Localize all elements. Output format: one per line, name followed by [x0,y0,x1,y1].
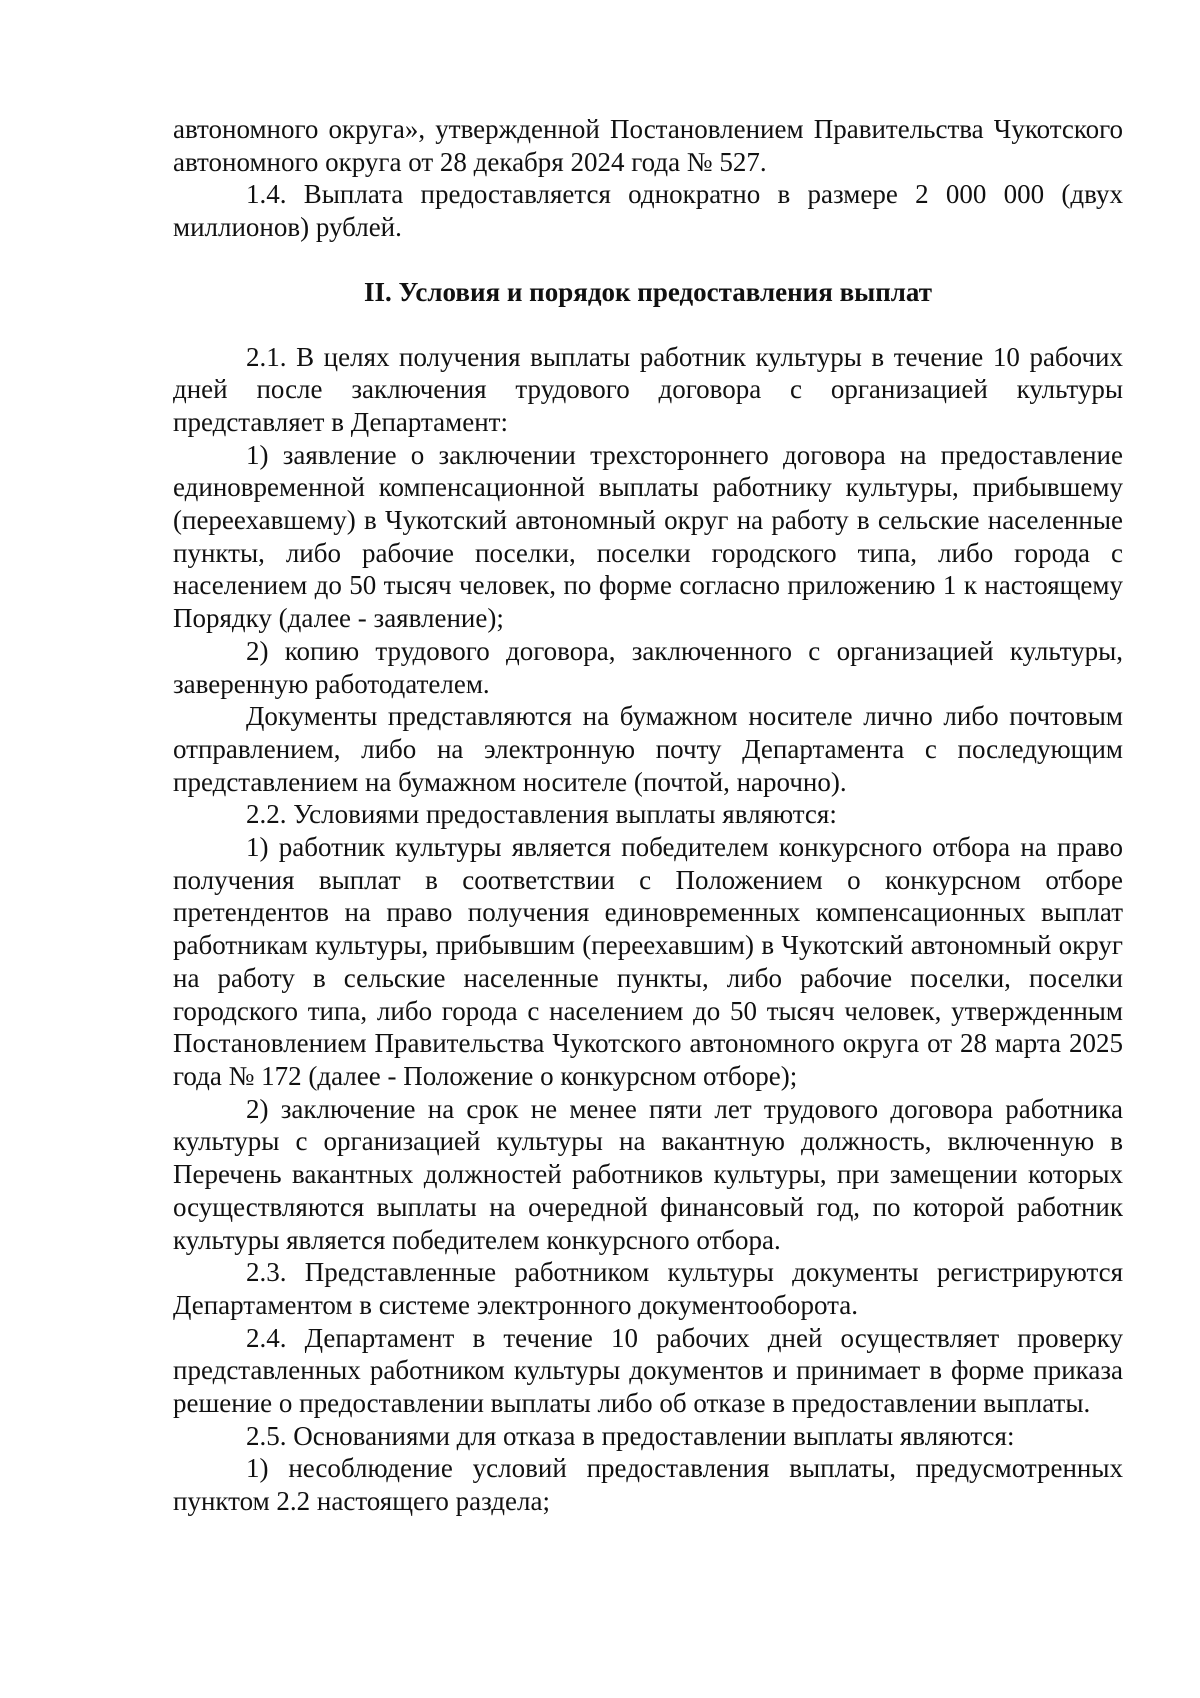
paragraph-2-1-item-2: 2) копию трудового договора, заключенного с организацией культуры, заверенную работодателем. [173,635,1123,699]
section-heading: II. Условия и порядок предоставления выплат [363,276,932,307]
paragraph-2-2-item-1: 1) работник культуры является победителем конкурсного отбора на право получения выплат в соответствии с Положением о конкурсном отборе претендентов на право получения единовременных компенсационных выплат работникам культуры, прибывшим (переехавшим) в Чукотский автономный округ на работу в сельские населенные пункты, либо рабочие поселки, поселки городского типа, либо города с населением до 50 тысяч человек, утвержденным Постановлением Правительства Чукотского автономного округа от 28 марта 2025 года № 172 (далее - Положение о конкурсном отборе); [173,832,1123,1091]
paragraph-2-2: 2.2. Условиями предоставления выплаты являются: [246,799,837,830]
paragraph-documents: Документы представляются на бумажном носителе лично либо почтовым отправлением, либо на электронную почту Департамента с последующим представлением на бумажном носителе (почтой, нарочно). [173,701,1123,797]
paragraph-2-4: 2.4. Департамент в течение 10 рабочих дней осуществляет проверку представленных работником культуры документов и принимает в форме приказа решение о предоставлении выплаты либо об отказе в предоставлении выплаты. [173,1322,1123,1419]
paragraph-2-5: 2.5. Основаниями для отказа в предоставлении выплаты являются: [246,1420,1015,1451]
paragraph-2-2-item-2: 2) заключение на срок не менее пяти лет трудового договора работника культуры с организацией культуры на вакантную должность, включенную в Перечень вакантных должностей работников культуры, при замещении которых осуществляются выплаты на очередной финансовый год, по которой работник культуры является победителем конкурсного отбора. [173,1093,1123,1255]
paragraph-2-1: 2.1. В целях получения выплаты работник культуры в течение 10 рабочих дней после заключения трудового договора с организацией культуры представляет в Департамент: [173,341,1123,437]
paragraph-2-3: 2.3. Представленные работником культуры документы регистрируются Департаментом в системе электронного документооборота. [173,1257,1123,1320]
paragraph-2-5-item-1: 1) несоблюдение условий предоставления выплаты, предусмотренных пунктом 2.2 настоящего раздела; [173,1453,1123,1517]
paragraph-continuation: автономного округа», утвержденной Постановлением Правительства Чукотского автономного округа от 28 декабря 2024 года № 527. [173,114,1123,177]
paragraph-1-4: 1.4. Выплата предоставляется однократно в размере 2 000 000 (двух миллионов) рублей. [173,179,1123,243]
paragraph-2-1-item-1: 1) заявление о заключении трехстороннего договора на предоставление единовременной компенсационной выплаты работнику культуры, прибывшему (переехавшему) в Чукотский автономный округ на работу в сельские населенные пункты, либо рабочие поселки, поселки городского типа, либо города с населением до 50 тысяч человек, по форме согласно приложению 1 к настоящему Порядку (далее - заявление); [173,439,1123,634]
document-body [173,113,1123,1518]
